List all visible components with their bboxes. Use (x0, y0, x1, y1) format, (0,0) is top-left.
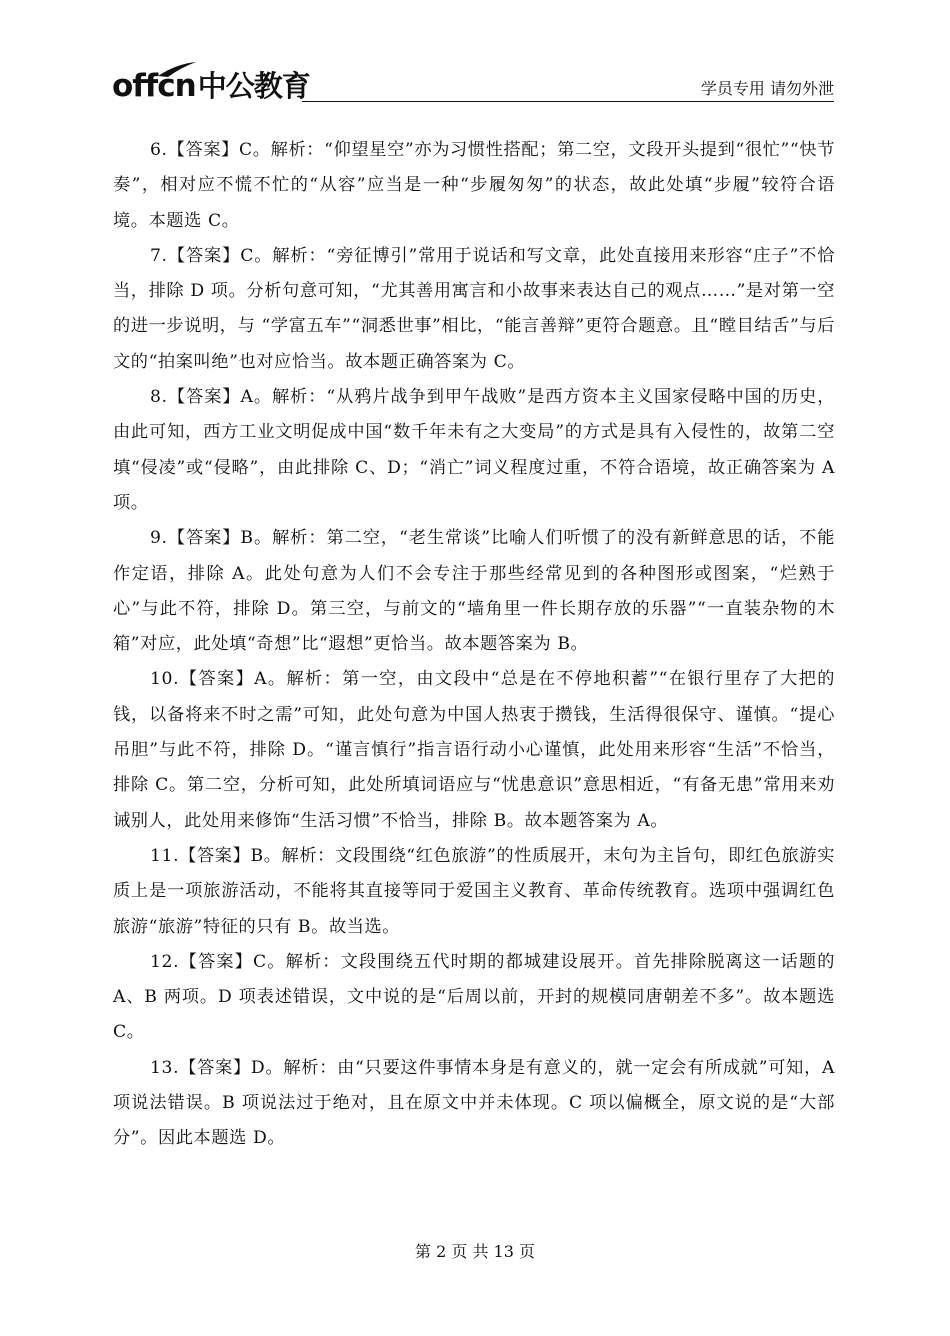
answer-item-7: 7.【答案】C。解析：“旁征博引”常用于说话和写文章，此处直接用来形容“庄子”不恰当，排除 D 项。分析句意可知，“尤其善用寓言和小故事来表达自己的观点……”是对第一空的进一步说明，与 “学富五车”“洞悉世事”相比，“能言善辩”更符合题意。且“瞠目结舌”与后文的“拍案叫绝”也对应恰当。故本题正确答案为 C。 (113, 245, 835, 372)
answer-item-11: 11.【答案】B。解析：文段围绕“红色旅游”的性质展开，末句为主旨句，即红色旅游实质上是一项旅游活动，不能将其直接等同于爱国主义教育、革命传统教育。选项中强调红色旅游“旅游”特征的只有 B。故当选。 (113, 845, 835, 937)
answer-item-9: 9.【答案】B。解析：第二空，“老生常谈”比喻人们听惯了的没有新鲜意思的话，不能作定语，排除 A。此处句意为人们不会专注于那些经常见到的各种图形或图案，“烂熟于心”与此不符，排除 D。第三空，与前文的“墙角里一件长期存放的乐器”“一直装杂物的木箱”对应，此处填“奇想”比“遐想”更恰当。故本题答案为 B。 (113, 528, 835, 655)
answer-item-10: 10.【答案】A。解析：第一空，由文段中“总是在不停地积蓄”“在银行里存了大把的钱，以备将来不时之需”可知，此处句意为中国人热衷于攒钱，生活得很保守、谨慎。“提心吊胆”与此不符，排除 D。“谨言慎行”指言语行动小心谨慎，此处用来形容“生活”不恰当，排除 C。第二空，分析可知，此处所填词语应与“忧患意识”意思相近，“有备无患”常用来劝诫别人，此处用来修饰“生活习惯”不恰当，排除 B。故本题答案为 A。 (113, 669, 835, 831)
header-divider (302, 101, 834, 102)
offcn-logo (112, 64, 310, 104)
logo-chinese-text: 中公教育 (197, 69, 310, 103)
answer-explanations (113, 133, 835, 1157)
logo-latin-text: offcn (112, 68, 196, 104)
answer-item-6: 6.【答案】C。解析：“仰望星空”亦为习惯性搭配；第二空，文段开头提到“很忙”“快节奏”，相对应不慌不忙的“从容”应当是一种“步履匆匆”的状态，故此处填“步履”较符合语境。本题选 C。 (113, 140, 835, 231)
page-header (112, 64, 834, 104)
answer-item-13: 13.【答案】D。解析：由“只要这件事情本身是有意义的，就一定会有所成就”可知，A 项说法错误。B 项说法过于绝对，且在原文中并未体现。C 项以偏概全，原文说的是“大部分”。因此本题选 D。 (113, 1057, 835, 1149)
page-number: 第 2 页 共 13 页 (415, 1242, 535, 1261)
logo-swoosh-icon (156, 60, 198, 78)
answer-item-12: 12.【答案】C。解析：文段围绕五代时期的都城建设展开。首先排除脱离这一话题的 A、B 两项。D 项表述错误，文中说的是“后周以前，开封的规模同唐朝差不多”。故本题选 C。 (113, 951, 835, 1043)
answer-item-8: 8.【答案】A。解析：“从鸦片战争到甲午战败”是西方资本主义国家侵略中国的历史，由此可知，西方工业文明促成中国“数千年未有之大变局”的方式是具有入侵性的，故第二空填“侵凌”或“侵略”，由此排除 C、D；“消亡”词义程度过重，不符合语境，故正确答案为 A 项。 (113, 387, 835, 513)
confidential-notice: 学员专用 请勿外泄 (700, 79, 834, 98)
